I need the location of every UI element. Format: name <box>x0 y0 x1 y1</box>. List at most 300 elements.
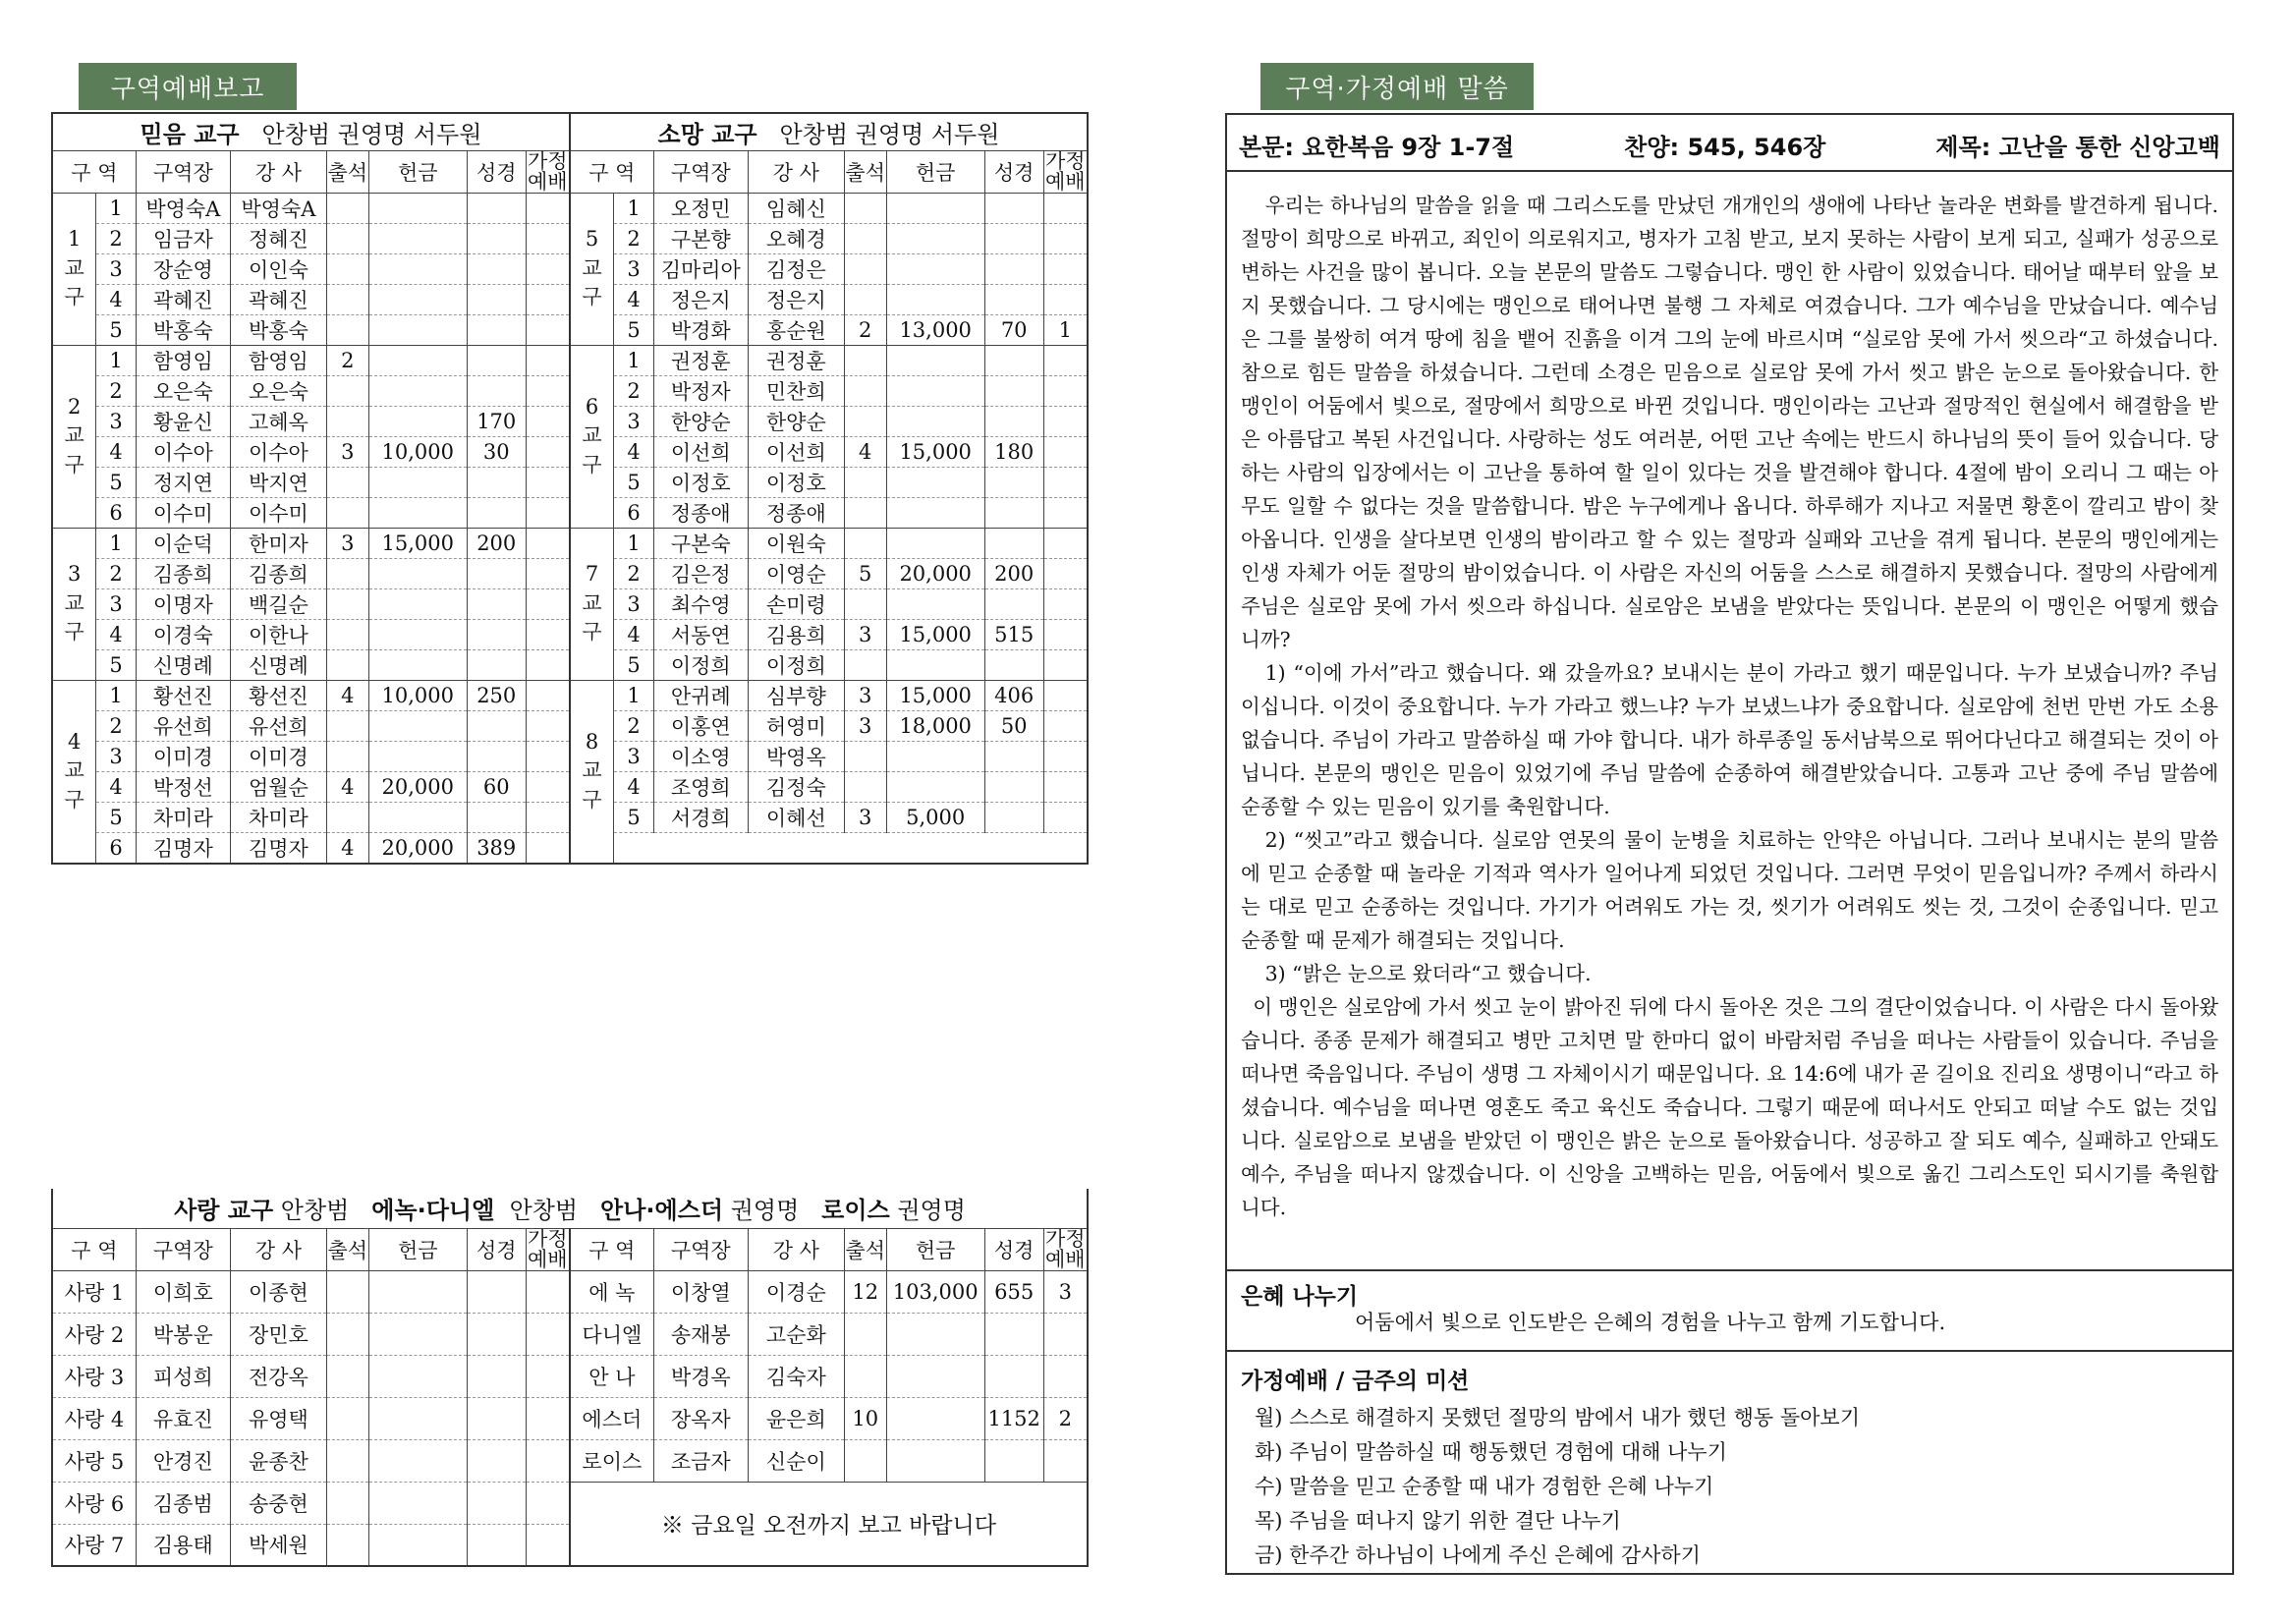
bible-count <box>467 1397 526 1439</box>
sermon-paragraph: 1) “이에 가서”라고 했습니다. 왜 갔을까요? 보내시는 분이 가라고 했기 때문입니다. 누가 보냈습니까? 주님이십니다. 이것이 중요합니다. 누가 가라고 했느냐? 누가 보냈느냐가 중요합니다. 실로암에 천번 만번 가도 소용없습니다. 주님이 가라고 말씀하실 때 가야 합니다. 내가 하루종일 동서남북으로 뛰어다닌다고 해결되는 것이 아닙니다. 본문의 맹인은 믿음이 있었기에 주님 말씀에 순종하여 해결받았습니다. 고통과 고난 중에 주님 말씀에 순종할 수 있는 믿음이 있기를 축원합니다. <box>1241 661 2218 818</box>
home-worship <box>526 1524 570 1566</box>
bible-count <box>467 284 526 314</box>
offering <box>886 467 984 497</box>
district-leader: 송재봉 <box>653 1313 748 1355</box>
attendance <box>326 1524 368 1566</box>
enoch-daniel-title: 에녹·다니엘 <box>371 1197 495 1225</box>
offering <box>368 1270 467 1313</box>
attendance: 2 <box>326 345 368 375</box>
teacher: 김정은 <box>748 253 844 284</box>
header-leader: 구역장 <box>136 1228 230 1270</box>
offering: 15,000 <box>368 528 467 558</box>
header-home-worship: 가정예배 <box>1043 150 1088 193</box>
zone-label <box>570 193 614 345</box>
home-worship: 1 <box>1043 314 1088 345</box>
attendance <box>326 284 368 314</box>
home-worship <box>526 649 570 680</box>
bible-count <box>467 345 526 375</box>
offering <box>886 1355 984 1397</box>
bible-count: 1152 <box>984 1397 1043 1439</box>
sermon-header <box>1239 125 2220 164</box>
offering <box>368 1482 467 1524</box>
attendance <box>326 223 368 253</box>
teacher: 정은지 <box>748 284 844 314</box>
home-worship <box>1043 558 1088 588</box>
district-leader: 오정민 <box>653 193 748 223</box>
zone-name: 사랑 6 <box>52 1482 136 1524</box>
district-leader: 이홍연 <box>653 710 748 741</box>
bible-count <box>467 314 526 345</box>
share-title: 은혜 나누기 <box>1241 1284 1359 1310</box>
bible-count <box>467 1270 526 1313</box>
district-leader: 황선진 <box>136 680 230 710</box>
bible-count: 389 <box>467 832 526 864</box>
offering <box>368 284 467 314</box>
offering: 10,000 <box>368 680 467 710</box>
district-leader: 김종범 <box>136 1482 230 1524</box>
row-number: 1 <box>96 680 137 710</box>
attendance <box>844 588 886 619</box>
bible-count: 250 <box>467 680 526 710</box>
hope-title: 소망 교구 <box>657 120 757 148</box>
home-worship <box>526 284 570 314</box>
row-number: 4 <box>614 771 654 802</box>
teacher: 신명례 <box>230 649 326 680</box>
attendance: 3 <box>326 528 368 558</box>
header-bible: 성경 <box>984 1228 1043 1270</box>
bible-count: 406 <box>984 680 1043 710</box>
mission-title: 가정예배 / 금주의 미션 <box>1241 1369 1470 1394</box>
row-number: 4 <box>614 284 654 314</box>
teacher: 허영미 <box>748 710 844 741</box>
sermon-paragraph: 이 맹인은 실로암에 가서 씻고 눈이 밝아진 뒤에 다시 돌아온 것은 그의 결단이었습니다. 이 사람은 다시 돌아왔습니다. 종종 문제가 해결되고 병만 고치면 말 한마디 없이 바람처럼 주님을 떠나는 사람들이 있습니다. 주님을 떠나면 죽음입니다. 주님이 생명 그 자체이시기 때문입니다. 요 14:6에 내가 곧 길이요 진리요 생명이니“라고 하셨습니다. 예수님을 떠나면 영혼도 죽고 육신도 죽습니다. 그렇기 때문에 떠나서도 안되고 떠날 수도 없는 것입니다. 실로암으로 보냄을 받았던 이 맹인은 밝은 눈으로 돌아왔습니다. 성공하고 잘 되도 예수, 실패하고 안돼도 예수, 주님을 떠나지 않겠습니다. 이 신앙을 고백하는 믿음, 어둠에서 빛으로 옮긴 그리스도인 되시기를 축원합니다. <box>1241 995 2218 1219</box>
bible-count <box>467 1524 526 1566</box>
row-number: 5 <box>614 649 654 680</box>
zone-label-text: 8교구 <box>582 729 602 812</box>
home-worship <box>1043 680 1088 710</box>
attendance <box>326 588 368 619</box>
home-worship <box>526 223 570 253</box>
teacher: 유선희 <box>230 710 326 741</box>
teacher: 엄월순 <box>230 771 326 802</box>
row-number: 5 <box>96 649 137 680</box>
offering <box>886 1313 984 1355</box>
home-worship <box>1043 741 1088 771</box>
attendance <box>326 1439 368 1482</box>
header-offering: 헌금 <box>886 150 984 193</box>
home-worship <box>526 375 570 406</box>
offering: 15,000 <box>886 680 984 710</box>
district-leader: 박정자 <box>653 375 748 406</box>
header-attendance: 출석 <box>326 150 368 193</box>
home-worship <box>526 1482 570 1524</box>
home-worship <box>526 1355 570 1397</box>
header-home-worship: 가정예배 <box>1043 1228 1088 1270</box>
offering <box>368 223 467 253</box>
offering <box>368 467 467 497</box>
teacher: 임혜신 <box>748 193 844 223</box>
hope-staff: 안창범 권영명 서두원 <box>779 120 1000 148</box>
bible-count: 50 <box>984 710 1043 741</box>
attendance: 3 <box>844 802 886 832</box>
offering <box>368 558 467 588</box>
district-leader: 최수영 <box>653 588 748 619</box>
row-number: 3 <box>614 406 654 436</box>
offering <box>368 649 467 680</box>
attendance <box>844 345 886 375</box>
district-leader: 서경희 <box>653 802 748 832</box>
attendance: 3 <box>844 710 886 741</box>
home-worship <box>526 1270 570 1313</box>
row-number: 3 <box>96 253 137 284</box>
district-leader: 함영임 <box>136 345 230 375</box>
offering: 13,000 <box>886 314 984 345</box>
attendance <box>844 467 886 497</box>
teacher: 이정호 <box>748 467 844 497</box>
zone-name: 안 나 <box>570 1355 653 1397</box>
header-leader: 구역장 <box>653 1228 748 1270</box>
teacher: 고혜옥 <box>230 406 326 436</box>
district-leader: 박영숙A <box>136 193 230 223</box>
district-leader: 김명자 <box>136 832 230 864</box>
district-leader: 이수미 <box>136 497 230 528</box>
home-worship <box>526 253 570 284</box>
teacher: 김종희 <box>230 558 326 588</box>
offering <box>886 649 984 680</box>
zone-label-text: 4교구 <box>64 729 84 812</box>
bible-count: 655 <box>984 1270 1043 1313</box>
teacher: 이선희 <box>748 436 844 467</box>
attendance <box>326 619 368 649</box>
offering <box>368 802 467 832</box>
row-number: 2 <box>614 710 654 741</box>
offering <box>368 1524 467 1566</box>
offering: 20,000 <box>368 771 467 802</box>
bible-count <box>984 406 1043 436</box>
bible-count <box>467 558 526 588</box>
header-attendance: 출석 <box>844 1228 886 1270</box>
sermon-paragraph: 2) “씻고”라고 했습니다. 실로암 연못의 물이 눈병을 치료하는 안약은 아닙니다. 그러나 보내시는 분의 말씀에 믿고 순종할 때 놀라운 기적과 역사가 일어나게 되었던 것입니다. 그러면 무엇이 믿음입니까? 주께서 하라시는 대로 믿고 순종하는 것입니다. 가기가 어려워도 가는 것, 씻기가 어려워도 씻는 것, 그것이 순종입니다. 믿고 순종할 때 문제가 해결되는 것입니다. <box>1241 828 2218 952</box>
zone-label-text: 1교구 <box>64 227 84 309</box>
teacher: 고순화 <box>748 1313 844 1355</box>
row-number: 6 <box>614 497 654 528</box>
home-worship <box>526 528 570 558</box>
offering <box>368 314 467 345</box>
row-number: 2 <box>614 375 654 406</box>
love-staff: 안창범 <box>280 1197 350 1225</box>
header-offering: 헌금 <box>886 1228 984 1270</box>
header-offering: 헌금 <box>368 150 467 193</box>
mission-item: 수) 말씀을 믿고 순종할 때 내가 경험한 은혜 나누기 <box>1255 1475 1714 1498</box>
district-leader: 유선희 <box>136 710 230 741</box>
teacher: 이미경 <box>230 741 326 771</box>
bible-count <box>467 467 526 497</box>
zone-name: 사랑 5 <box>52 1439 136 1482</box>
bible-count: 60 <box>467 771 526 802</box>
bible-count: 515 <box>984 619 1043 649</box>
home-worship <box>526 588 570 619</box>
teacher: 황선진 <box>230 680 326 710</box>
attendance: 3 <box>326 436 368 467</box>
district-leader: 황윤신 <box>136 406 230 436</box>
teacher: 민찬희 <box>748 375 844 406</box>
header-bible: 성경 <box>467 1228 526 1270</box>
attendance <box>326 741 368 771</box>
district-leader: 정종애 <box>653 497 748 528</box>
bible-count <box>984 771 1043 802</box>
attendance <box>326 1355 368 1397</box>
row-number: 1 <box>614 680 654 710</box>
offering <box>886 406 984 436</box>
district-leader: 조영희 <box>653 771 748 802</box>
section-tab-district-report: 구역예배보고 <box>79 63 297 110</box>
row-number: 2 <box>96 558 137 588</box>
row-number: 1 <box>96 345 137 375</box>
home-worship <box>1043 619 1088 649</box>
zone-label <box>570 680 614 864</box>
offering <box>368 375 467 406</box>
district-leader: 오은숙 <box>136 375 230 406</box>
love-title: 사랑 교구 <box>174 1197 274 1225</box>
attendance <box>844 771 886 802</box>
teacher: 손미령 <box>748 588 844 619</box>
header-home-worship: 가정예배 <box>526 150 570 193</box>
sermon-box <box>1225 113 2234 1575</box>
attendance <box>844 223 886 253</box>
sermon-paragraph: 우리는 하나님의 말씀을 읽을 때 그리스도를 만났던 개개인의 생애에 나타난 놀라운 변화를 발견하게 됩니다. 절망이 희망으로 바뀌고, 죄인이 의로워지고, 병자가 고침 받고, 보지 못하는 사람이 보게 되고, 실패가 성공으로 변하는 사건을 많이 봅니다. 오늘 본문의 말씀도 그렇습니다. 맹인 한 사람이 있었습니다. 태어날 때부터 앞을 보지 못했습니다. 그 당시에는 맹인으로 태어나면 불행 그 자체로 여겼습니다. 그가 예수님을 만났습니다. 예수님은 그를 불쌍히 여겨 땅에 침을 뱉어 진흙을 이겨 그의 눈에 바르시며 “실로암 못에 가서 씻으라“고 하셨습니다. 참으로 힘든 말씀을 하셨습니다. 그런데 소경은 믿음으로 실로암 못에 가서 씻고 밝은 눈으로 돌아왔습니다. 한 맹인이 어둠에서 빛으로, 절망에서 희망으로 바뀐 것입니다. 맹인이라는 고난과 절망적인 현실에서 해결함을 받은 아름답고 복된 사건입니다. 사랑하는 성도 여러분, 어떤 고난 속에는 반드시 하나님의 뜻이 들어 있습니다. 당하는 사람의 입장에서는 이 고난을 통하여 할 일이 있다는 것을 발견해야 합니다. 4절에 밤이 오리니 그 때는 아무도 일할 수 없다는 것을 말씀합니다. 밤은 누구에게나 옵니다. 하루해가 지나고 저물면 황혼이 깔리고 밤이 찾아옵니다. 인생을 살다보면 인생의 밤이라고 할 수 있는 절망과 실패와 고난을 겪게 됩니다. 본문의 맹인에게는 인생 자체가 어둔 절망의 밤이었습니다. 이 사람은 자신의 어둠을 스스로 해결하지 못했습니다. 절망의 사람에게 주님은 실로암 못에 가서 씻으라 하십니다. 실로암은 보냄을 받았다는 뜻입니다. 본문의 이 맹인은 어떻게 했습니까? <box>1241 194 2218 651</box>
zone-label-text: 6교구 <box>582 394 602 476</box>
district-leader: 이순덕 <box>136 528 230 558</box>
home-worship <box>526 710 570 741</box>
offering <box>886 284 984 314</box>
bible-count <box>467 223 526 253</box>
bible-count <box>467 802 526 832</box>
district-leader: 이희호 <box>136 1270 230 1313</box>
district-leader: 신명례 <box>136 649 230 680</box>
zone-label <box>52 680 96 864</box>
bible-count <box>467 253 526 284</box>
zone-name: 사랑 4 <box>52 1397 136 1439</box>
row-number: 4 <box>96 619 137 649</box>
offering <box>886 588 984 619</box>
row-number: 2 <box>614 223 654 253</box>
district-leader: 이소영 <box>653 741 748 771</box>
row-number: 1 <box>96 528 137 558</box>
row-number: 2 <box>96 710 137 741</box>
offering: 15,000 <box>886 436 984 467</box>
report-notice: ※ 금요일 오전까지 보고 바랍니다 <box>570 1482 1088 1566</box>
bible-count <box>984 223 1043 253</box>
attendance: 5 <box>844 558 886 588</box>
home-worship <box>526 1439 570 1482</box>
scripture-reference: 본문: 요한복음 9장 1-7절 <box>1239 133 1515 161</box>
district-leader: 유효진 <box>136 1397 230 1439</box>
offering <box>886 223 984 253</box>
teacher: 박영옥 <box>748 741 844 771</box>
teacher: 이영순 <box>748 558 844 588</box>
zone-name: 사랑 1 <box>52 1270 136 1313</box>
offering <box>368 710 467 741</box>
bible-count <box>984 528 1043 558</box>
attendance: 4 <box>326 680 368 710</box>
zone-label <box>52 193 96 345</box>
row-number: 6 <box>96 497 137 528</box>
header-teacher: 강 사 <box>230 150 326 193</box>
header-attendance: 출석 <box>326 1228 368 1270</box>
teacher: 박홍숙 <box>230 314 326 345</box>
home-worship <box>526 741 570 771</box>
bible-count: 70 <box>984 314 1043 345</box>
teacher: 한양순 <box>748 406 844 436</box>
district-leader: 박봉운 <box>136 1313 230 1355</box>
teacher: 이인숙 <box>230 253 326 284</box>
love-district-table <box>51 1189 1089 1567</box>
teacher: 정종애 <box>748 497 844 528</box>
bible-count <box>984 649 1043 680</box>
teacher: 이수아 <box>230 436 326 467</box>
home-worship <box>1043 406 1088 436</box>
home-worship <box>526 832 570 864</box>
home-worship <box>526 1397 570 1439</box>
district-report-table <box>51 112 1089 865</box>
teacher: 박지연 <box>230 467 326 497</box>
header-home-worship: 가정예배 <box>526 1228 570 1270</box>
home-worship <box>1043 1313 1088 1355</box>
district-leader: 차미라 <box>136 802 230 832</box>
offering: 20,000 <box>368 832 467 864</box>
teacher: 정혜진 <box>230 223 326 253</box>
attendance <box>844 1313 886 1355</box>
header-zone: 구 역 <box>52 1228 136 1270</box>
mission-item: 목) 주님을 떠나지 않기 위한 결단 나누기 <box>1255 1509 1621 1533</box>
offering <box>886 253 984 284</box>
header-bible: 성경 <box>984 150 1043 193</box>
zone-name: 에 녹 <box>570 1270 653 1313</box>
bible-count <box>467 1313 526 1355</box>
district-leader: 박경옥 <box>653 1355 748 1397</box>
attendance <box>326 314 368 345</box>
offering <box>886 741 984 771</box>
faith-title: 믿음 교구 <box>140 120 240 148</box>
offering <box>368 406 467 436</box>
home-worship <box>526 802 570 832</box>
bible-count: 180 <box>984 436 1043 467</box>
district-leader: 구본향 <box>653 223 748 253</box>
offering <box>368 345 467 375</box>
bible-count <box>984 497 1043 528</box>
teacher: 곽혜진 <box>230 284 326 314</box>
district-leader: 정지연 <box>136 467 230 497</box>
home-worship <box>1043 1355 1088 1397</box>
zone-label-text: 2교구 <box>64 394 84 476</box>
district-leader: 이미경 <box>136 741 230 771</box>
bible-count <box>984 345 1043 375</box>
row-number: 5 <box>614 314 654 345</box>
bible-count: 170 <box>467 406 526 436</box>
header-teacher: 강 사 <box>748 1228 844 1270</box>
offering <box>886 771 984 802</box>
zone-name: 사랑 2 <box>52 1313 136 1355</box>
row-number: 3 <box>614 741 654 771</box>
teacher: 백길순 <box>230 588 326 619</box>
teacher: 함영임 <box>230 345 326 375</box>
sermon-paragraph: 3) “밝은 눈으로 왔더라“고 했습니다. <box>1264 962 1592 985</box>
district-leader: 안경진 <box>136 1439 230 1482</box>
home-worship <box>526 619 570 649</box>
home-worship <box>526 406 570 436</box>
bible-count <box>467 649 526 680</box>
teacher: 한미자 <box>230 528 326 558</box>
attendance <box>326 467 368 497</box>
enoch-daniel-staff: 안창범 <box>509 1197 579 1225</box>
mission-item: 화) 주님이 말씀하실 때 행동했던 경험에 대해 나누기 <box>1255 1440 1727 1464</box>
bible-count <box>467 588 526 619</box>
home-worship <box>1043 193 1088 223</box>
attendance <box>844 406 886 436</box>
row-number: 3 <box>96 406 137 436</box>
row-number: 1 <box>614 193 654 223</box>
attendance <box>326 1397 368 1439</box>
attendance <box>326 253 368 284</box>
home-worship <box>526 558 570 588</box>
mission-item: 월) 스스로 해결하지 못했던 절망의 밤에서 내가 했던 행동 돌아보기 <box>1255 1406 1860 1429</box>
teacher: 전강옥 <box>230 1355 326 1397</box>
attendance <box>844 1355 886 1397</box>
row-number: 3 <box>96 588 137 619</box>
attendance <box>326 406 368 436</box>
teacher: 김명자 <box>230 832 326 864</box>
hymn-numbers: 찬양: 545, 546장 <box>1624 133 1826 161</box>
district-leader: 김마리아 <box>653 253 748 284</box>
offering <box>368 741 467 771</box>
teacher: 박세원 <box>230 1524 326 1566</box>
teacher: 이원숙 <box>748 528 844 558</box>
home-worship <box>526 436 570 467</box>
mission-item: 금) 한주간 하나님이 나에게 주신 은혜에 감사하기 <box>1255 1543 1701 1567</box>
zone-label-text: 5교구 <box>582 227 602 309</box>
district-leader: 구본숙 <box>653 528 748 558</box>
home-worship <box>1043 467 1088 497</box>
header-zone: 구 역 <box>52 150 136 193</box>
district-leader: 박홍숙 <box>136 314 230 345</box>
bible-count <box>984 467 1043 497</box>
teacher: 심부향 <box>748 680 844 710</box>
header-offering: 헌금 <box>368 1228 467 1270</box>
row-number: 2 <box>96 375 137 406</box>
district-leader: 안귀례 <box>653 680 748 710</box>
district-leader: 이경숙 <box>136 619 230 649</box>
district-leader: 피성희 <box>136 1355 230 1397</box>
home-worship <box>1043 345 1088 375</box>
offering <box>886 1439 984 1482</box>
row-number: 4 <box>96 436 137 467</box>
teacher: 송중현 <box>230 1482 326 1524</box>
faith-staff: 안창범 권영명 서두원 <box>261 120 482 148</box>
home-worship: 3 <box>1043 1270 1088 1313</box>
district-leader: 임금자 <box>136 223 230 253</box>
teacher: 장민호 <box>230 1313 326 1355</box>
offering: 20,000 <box>886 558 984 588</box>
offering: 10,000 <box>368 436 467 467</box>
district-leader: 이선희 <box>653 436 748 467</box>
empty-row <box>614 832 1088 864</box>
row-number: 5 <box>96 467 137 497</box>
bible-count <box>984 588 1043 619</box>
bible-count <box>984 741 1043 771</box>
attendance <box>844 649 886 680</box>
bible-count <box>467 497 526 528</box>
home-worship <box>1043 284 1088 314</box>
